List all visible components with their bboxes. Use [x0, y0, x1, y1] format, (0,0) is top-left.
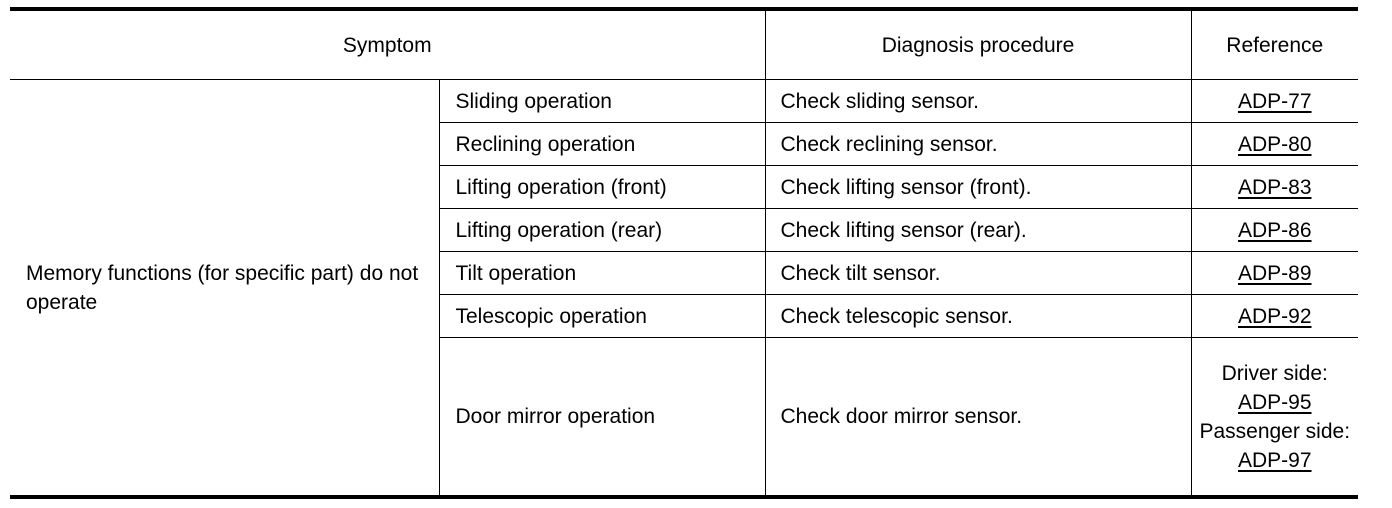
procedure-cell: Check telescopic sensor.: [765, 295, 1191, 338]
reference-cell: [1191, 80, 1358, 123]
header-diagnosis-procedure: Diagnosis procedure: [765, 9, 1191, 80]
diagnosis-table-container: [10, 7, 1358, 499]
reference-link[interactable]: ADP-83: [1237, 175, 1312, 199]
reference-link[interactable]: ADP-77: [1237, 89, 1312, 113]
procedure-cell: Check reclining sensor.: [765, 123, 1191, 166]
reference-link[interactable]: ADP-86: [1237, 218, 1312, 242]
reference-cell: [1191, 295, 1358, 338]
reference-link[interactable]: ADP-95: [1237, 390, 1312, 414]
symptom-cell: Memory functions (for specific part) do not operate: [10, 80, 439, 498]
passenger-side-label: Passenger side:: [1199, 419, 1351, 443]
driver-side-label: Driver side:: [1221, 361, 1328, 385]
procedure-cell: Check lifting sensor (front).: [765, 166, 1191, 209]
part-cell: Reclining operation: [439, 123, 765, 166]
reference-cell: [1191, 338, 1358, 498]
part-cell: Lifting operation (front): [439, 166, 765, 209]
diagnosis-table: [10, 7, 1358, 499]
part-cell: Sliding operation: [439, 80, 765, 123]
reference-cell: [1191, 252, 1358, 295]
part-cell: Lifting operation (rear): [439, 209, 765, 252]
reference-link[interactable]: ADP-97: [1237, 448, 1312, 472]
table-row: [10, 80, 1358, 123]
procedure-cell: Check tilt sensor.: [765, 252, 1191, 295]
part-cell: Door mirror operation: [439, 338, 765, 498]
reference-link[interactable]: ADP-89: [1237, 261, 1312, 285]
part-cell: Telescopic operation: [439, 295, 765, 338]
reference-link[interactable]: ADP-92: [1237, 304, 1312, 328]
reference-cell: [1191, 166, 1358, 209]
header-symptom: Symptom: [10, 9, 765, 80]
part-cell: Tilt operation: [439, 252, 765, 295]
reference-cell: [1191, 209, 1358, 252]
reference-link[interactable]: ADP-80: [1237, 132, 1312, 156]
procedure-cell: Check door mirror sensor.: [765, 338, 1191, 498]
reference-cell: [1191, 123, 1358, 166]
procedure-cell: Check sliding sensor.: [765, 80, 1191, 123]
header-row: [10, 9, 1358, 80]
procedure-cell: Check lifting sensor (rear).: [765, 209, 1191, 252]
header-reference: Reference: [1191, 9, 1358, 80]
